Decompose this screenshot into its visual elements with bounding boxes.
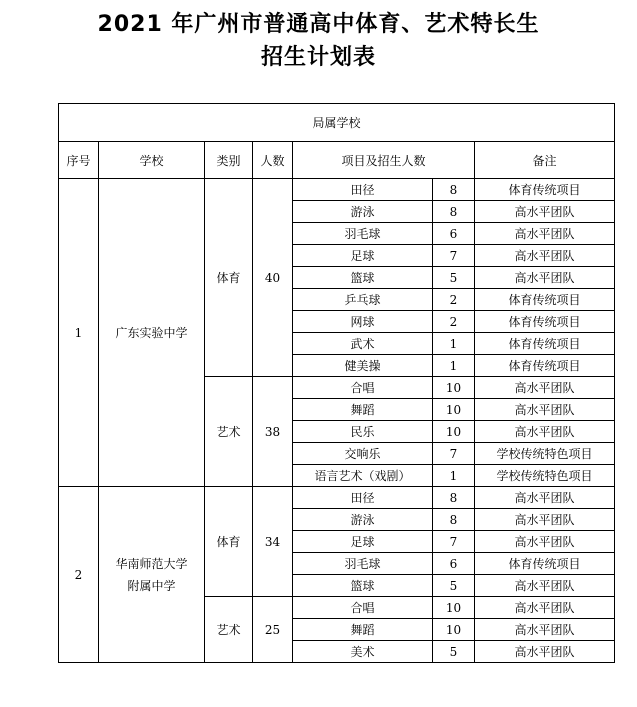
item-num: 10 bbox=[433, 597, 475, 619]
item-num: 1 bbox=[433, 465, 475, 487]
item-note: 学校传统特色项目 bbox=[475, 443, 615, 465]
item-project: 田径 bbox=[293, 179, 433, 201]
school-seq: 2 bbox=[59, 487, 99, 663]
header-seq: 序号 bbox=[59, 142, 99, 179]
item-note: 高水平团队 bbox=[475, 531, 615, 553]
item-project: 美术 bbox=[293, 641, 433, 663]
category-name: 艺术 bbox=[205, 377, 253, 487]
item-num: 1 bbox=[433, 355, 475, 377]
item-num: 10 bbox=[433, 619, 475, 641]
item-note: 体育传统项目 bbox=[475, 311, 615, 333]
item-project: 羽毛球 bbox=[293, 223, 433, 245]
item-num: 10 bbox=[433, 377, 475, 399]
item-note: 体育传统项目 bbox=[475, 355, 615, 377]
item-project: 网球 bbox=[293, 311, 433, 333]
item-project: 交响乐 bbox=[293, 443, 433, 465]
header-items: 项目及招生人数 bbox=[293, 142, 475, 179]
item-project: 乒乓球 bbox=[293, 289, 433, 311]
item-num: 6 bbox=[433, 553, 475, 575]
header-note: 备注 bbox=[475, 142, 615, 179]
item-project: 合唱 bbox=[293, 377, 433, 399]
item-project: 武术 bbox=[293, 333, 433, 355]
item-project: 游泳 bbox=[293, 509, 433, 531]
item-num: 8 bbox=[433, 487, 475, 509]
item-num: 8 bbox=[433, 179, 475, 201]
item-num: 10 bbox=[433, 399, 475, 421]
item-project: 篮球 bbox=[293, 575, 433, 597]
page-title: 2021 年广州市普通高中体育、艺术特长生 bbox=[97, 12, 540, 37]
school-name bbox=[99, 487, 205, 663]
item-num: 2 bbox=[433, 311, 475, 333]
item-project: 足球 bbox=[293, 245, 433, 267]
item-num: 2 bbox=[433, 289, 475, 311]
item-project: 健美操 bbox=[293, 355, 433, 377]
item-num: 8 bbox=[433, 201, 475, 223]
header-count: 人数 bbox=[253, 142, 293, 179]
item-num: 7 bbox=[433, 245, 475, 267]
item-num: 10 bbox=[433, 421, 475, 443]
item-project: 合唱 bbox=[293, 597, 433, 619]
item-project: 游泳 bbox=[293, 201, 433, 223]
item-note: 高水平团队 bbox=[475, 223, 615, 245]
item-note: 高水平团队 bbox=[475, 619, 615, 641]
item-num: 6 bbox=[433, 223, 475, 245]
item-project: 羽毛球 bbox=[293, 553, 433, 575]
header-school: 学校 bbox=[99, 142, 205, 179]
category-total: 38 bbox=[253, 377, 293, 487]
item-note: 高水平团队 bbox=[475, 201, 615, 223]
item-project: 篮球 bbox=[293, 267, 433, 289]
enrollment-plan-table bbox=[58, 103, 615, 663]
page-subtitle: 招生计划表 bbox=[260, 45, 376, 70]
item-note: 体育传统项目 bbox=[475, 289, 615, 311]
item-num: 5 bbox=[433, 267, 475, 289]
item-note: 高水平团队 bbox=[475, 377, 615, 399]
school-name-line: 华南师范大学 bbox=[115, 556, 188, 571]
school-name-line: 广东实验中学 bbox=[115, 325, 188, 340]
item-note: 学校传统特色项目 bbox=[475, 465, 615, 487]
item-project: 舞蹈 bbox=[293, 399, 433, 421]
item-note: 高水平团队 bbox=[475, 245, 615, 267]
item-num: 7 bbox=[433, 443, 475, 465]
item-project: 田径 bbox=[293, 487, 433, 509]
table-row bbox=[59, 179, 615, 201]
item-note: 体育传统项目 bbox=[475, 333, 615, 355]
item-note: 高水平团队 bbox=[475, 399, 615, 421]
category-name: 体育 bbox=[205, 487, 253, 597]
item-num: 5 bbox=[433, 575, 475, 597]
school-seq: 1 bbox=[59, 179, 99, 487]
item-note: 高水平团队 bbox=[475, 267, 615, 289]
item-note: 体育传统项目 bbox=[475, 179, 615, 201]
item-note: 体育传统项目 bbox=[475, 553, 615, 575]
school-name bbox=[99, 179, 205, 487]
item-num: 5 bbox=[433, 641, 475, 663]
table-body bbox=[59, 179, 615, 663]
item-project: 舞蹈 bbox=[293, 619, 433, 641]
header-category: 类别 bbox=[205, 142, 253, 179]
item-note: 高水平团队 bbox=[475, 421, 615, 443]
item-note: 高水平团队 bbox=[475, 597, 615, 619]
category-total: 34 bbox=[253, 487, 293, 597]
category-name: 艺术 bbox=[205, 597, 253, 663]
category-total: 25 bbox=[253, 597, 293, 663]
item-num: 7 bbox=[433, 531, 475, 553]
item-num: 1 bbox=[433, 333, 475, 355]
item-num: 8 bbox=[433, 509, 475, 531]
category-total: 40 bbox=[253, 179, 293, 377]
item-note: 高水平团队 bbox=[475, 575, 615, 597]
group-header: 局属学校 bbox=[59, 104, 615, 142]
item-project: 民乐 bbox=[293, 421, 433, 443]
item-note: 高水平团队 bbox=[475, 487, 615, 509]
item-project: 足球 bbox=[293, 531, 433, 553]
item-project: 语言艺术（戏剧） bbox=[293, 465, 433, 487]
table-row bbox=[59, 487, 615, 509]
category-name: 体育 bbox=[205, 179, 253, 377]
item-note: 高水平团队 bbox=[475, 641, 615, 663]
school-name-line: 附属中学 bbox=[127, 578, 176, 593]
item-note: 高水平团队 bbox=[475, 509, 615, 531]
